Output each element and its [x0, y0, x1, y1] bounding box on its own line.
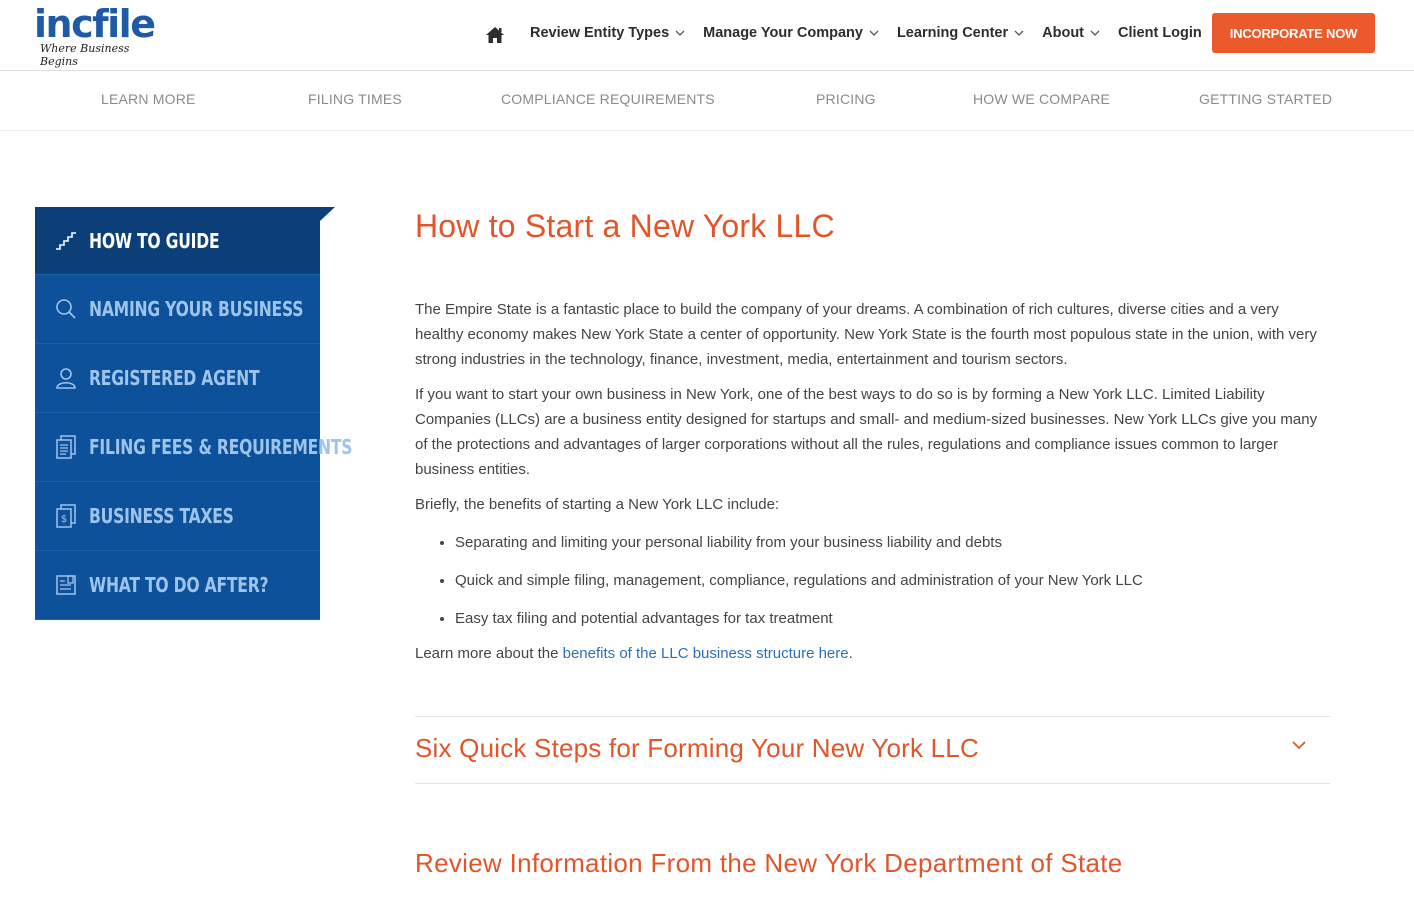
sidebar-item-naming-your-business[interactable]: [35, 275, 320, 344]
learn-more-suffix: .: [848, 645, 853, 662]
incorporate-now-button[interactable]: INCORPORATE NOW: [1212, 13, 1375, 53]
nav-label: Learning Center: [896, 25, 1009, 41]
chevron-down-icon: [675, 30, 685, 36]
nav-client-login[interactable]: [1118, 25, 1202, 41]
llc-benefits-link[interactable]: benefits of the LLC business structure here: [562, 645, 849, 662]
stairs-icon: [55, 230, 77, 252]
logo-file: file: [92, 2, 155, 46]
llc-paragraph: If you want to start your own business in New York, one of the best ways to do so is by forming a New York LLC. Limited Liability Companies (LLCs) are a business entity designed for startups and small- and medium-sized businesses. New York LLCs give you many of the protections and advantages of larger corporations without all the rules, regulations and compliance issues common to larger business entities.: [415, 386, 1318, 478]
svg-text:$: $: [60, 514, 68, 525]
list-item: Separating and limiting your personal liability from your business liability and debts: [415, 530, 1330, 555]
subnav-compliance-requirements[interactable]: COMPLIANCE REQUIREMENTS: [501, 91, 715, 107]
sub-navigation: [0, 72, 1414, 131]
search-icon: [55, 298, 77, 320]
chevron-down-icon: [1292, 741, 1306, 750]
active-corner-tab: [320, 207, 335, 221]
list-item: Quick and simple filing, management, compliance, regulations and administration of your New York LLC: [415, 568, 1330, 593]
sidebar-item-filing-fees-requirements[interactable]: [35, 413, 353, 482]
learn-more-prefix: Learn more about the: [415, 645, 563, 662]
six-steps-accordion[interactable]: [415, 716, 1330, 784]
tax-document-icon: [55, 505, 77, 527]
logo-wordmark: [34, 4, 154, 44]
main-content: [415, 207, 1330, 666]
sidebar-item-what-to-do-after[interactable]: [35, 551, 320, 620]
subnav-getting-started[interactable]: GETTING STARTED: [1199, 91, 1333, 107]
checklist-icon: [55, 574, 77, 596]
subnav-learn-more[interactable]: LEARN MORE: [101, 91, 196, 107]
sidebar-item-business-taxes[interactable]: [35, 482, 320, 551]
sidebar-item-label: NAMING YOUR BUSINESS: [89, 297, 304, 321]
site-header: [0, 0, 1414, 71]
nav-learning-center[interactable]: [897, 25, 1024, 41]
nav-review-entity-types[interactable]: [530, 25, 685, 41]
logo-inc: inc: [34, 2, 93, 46]
page-title: How to Start a New York LLC: [415, 208, 835, 244]
incfile-logo[interactable]: [34, 2, 155, 68]
sidebar-item-label: WHAT TO DO AFTER?: [89, 573, 269, 597]
section-heading: Review Information From the New York Department of State: [415, 848, 1123, 878]
chevron-down-icon: [1090, 30, 1100, 36]
benefits-intro: Briefly, the benefits of starting a New York LLC include:: [415, 496, 780, 513]
subnav-how-we-compare[interactable]: HOW WE COMPARE: [973, 91, 1111, 107]
guide-sidebar: [35, 207, 353, 620]
user-icon: [55, 367, 77, 389]
nav-label: Review Entity Types: [530, 25, 670, 41]
logo-tagline: Where Business Begins: [40, 42, 130, 68]
intro-paragraph: The Empire State is a fantastic place to build the company of your dreams. A combination of rich cultures, diverse cities and a very healthy economy makes New York State a center of opportunity. New York State is the fourth most populous state in the union, with very strong industries in the technology, finance, investment, media, entertainment and tourism sectors.: [415, 301, 1317, 368]
home-icon[interactable]: [480, 20, 510, 50]
subnav-pricing[interactable]: PRICING: [816, 91, 876, 107]
nav-label: Manage Your Company: [703, 25, 863, 41]
sidebar-item-label: REGISTERED AGENT: [89, 366, 260, 390]
sidebar-item-registered-agent[interactable]: [35, 344, 320, 413]
chevron-down-icon: [1014, 30, 1024, 36]
sidebar-item-label: BUSINESS TAXES: [89, 504, 234, 528]
benefits-list: [415, 530, 1330, 631]
nav-about[interactable]: [1042, 25, 1100, 41]
sidebar-item-label: HOW TO GUIDE: [89, 228, 220, 253]
main-nav: [480, 0, 1220, 66]
documents-icon: [55, 436, 77, 458]
sidebar-item-how-to-guide[interactable]: [35, 207, 320, 275]
chevron-down-icon: [869, 30, 879, 36]
nav-manage-your-company[interactable]: [703, 25, 879, 41]
accordion-title: Six Quick Steps for Forming Your New York LLC: [415, 733, 979, 763]
sidebar-item-label: FILING FEES & REQUIREMENTS: [89, 435, 353, 459]
learn-more-paragraph: [415, 641, 1330, 666]
nav-label: About: [1042, 25, 1085, 41]
subnav-filing-times[interactable]: FILING TIMES: [308, 91, 402, 107]
nav-label: Client Login: [1118, 25, 1202, 41]
list-item: Easy tax filing and potential advantages for tax treatment: [415, 606, 1330, 631]
